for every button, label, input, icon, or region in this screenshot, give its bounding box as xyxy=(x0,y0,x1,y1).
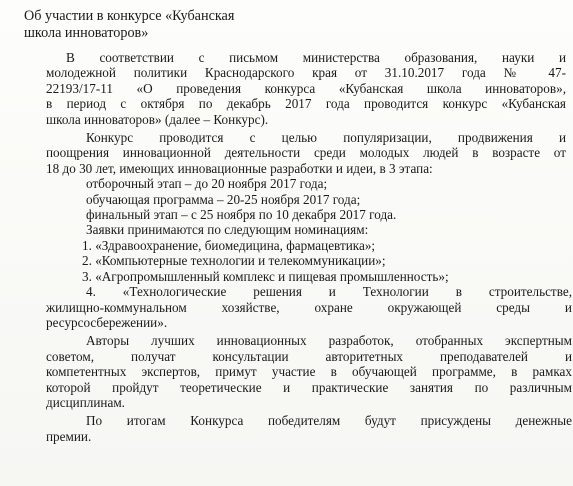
stage-item: обучающая программа – 20-25 ноября 2017 года; xyxy=(86,191,361,207)
document-title xyxy=(24,8,234,42)
nomination-item: 2. «Компьютерные технологии и телекоммуникации»; xyxy=(82,253,386,269)
paragraph-authors xyxy=(46,333,572,410)
paragraph-prizes xyxy=(46,413,572,444)
nomination-item: 1. «Здравоохранение, биомедицина, фармацевтика»; xyxy=(82,237,376,253)
contest-stages-list xyxy=(66,176,566,222)
text-line: жилищно-коммунальном хозяйстве, охране окружающей среды и xyxy=(46,299,572,315)
text-line: 18 до 30 лет, имеющих инновационные разработки и идеи, в 3 этапа: xyxy=(46,160,433,176)
text-line: По итогам Конкурса победителям будут присуждены денежные xyxy=(86,413,572,429)
text-line: Конкурс проводится с целью популяризации, продвижения и xyxy=(86,130,566,146)
paragraph-letter-reference xyxy=(46,50,566,127)
title-line-2: школа инноваторов» xyxy=(24,25,149,41)
nominations-list xyxy=(46,222,572,330)
text-line: которой пройдут теоретические и практические занятия по различным xyxy=(46,379,572,395)
text-line: компетентных экспертов, примут участие в обучающей программе, в рамках xyxy=(46,364,572,380)
stage-item: отборочный этап – до 20 ноября 2017 года; xyxy=(86,176,328,192)
text-line: советом, получат консультации авторитетных преподавателей и xyxy=(46,348,572,364)
document-body xyxy=(46,50,572,444)
title-line-1: Об участии в конкурсе «Кубанская xyxy=(24,8,235,24)
text-line: 22193/17-11 «О проведения конкурса «Кубанская школа инноваторов», xyxy=(46,80,566,96)
nominations-intro: Заявки принимаются по следующим номинациям: xyxy=(86,222,369,238)
text-line: молодежной политики Краснодарского края от 31.10.2017 года № 47- xyxy=(46,65,566,81)
stage-item: финальный этап – с 25 ноября по 10 декабря 2017 года. xyxy=(86,207,397,223)
text-line: дисциплинам. xyxy=(46,394,125,410)
nomination-item: 4. «Технологические решения и Технологии в строительстве, xyxy=(86,284,572,300)
text-line: В соответствии с письмом министерства образования, науки и xyxy=(66,50,566,65)
text-line: школа инноваторов» (далее – Конкурс). xyxy=(46,111,269,127)
text-line: ресурсосбережении». xyxy=(46,314,168,330)
text-line: поощрения инновационной деятельности среди молодых людей в возрасте от xyxy=(46,145,566,161)
text-line: в период с октября по декабрь 2017 года проводится конкурс «Кубанская xyxy=(46,96,566,112)
nomination-item: 3. «Агропромышленный комплекс и пищевая промышленность»; xyxy=(82,268,449,284)
paragraph-contest-purpose xyxy=(46,130,566,176)
text-line: премии. xyxy=(46,428,92,444)
text-line: Авторы лучших инновационных разработок, отобранных экспертным xyxy=(86,333,572,349)
